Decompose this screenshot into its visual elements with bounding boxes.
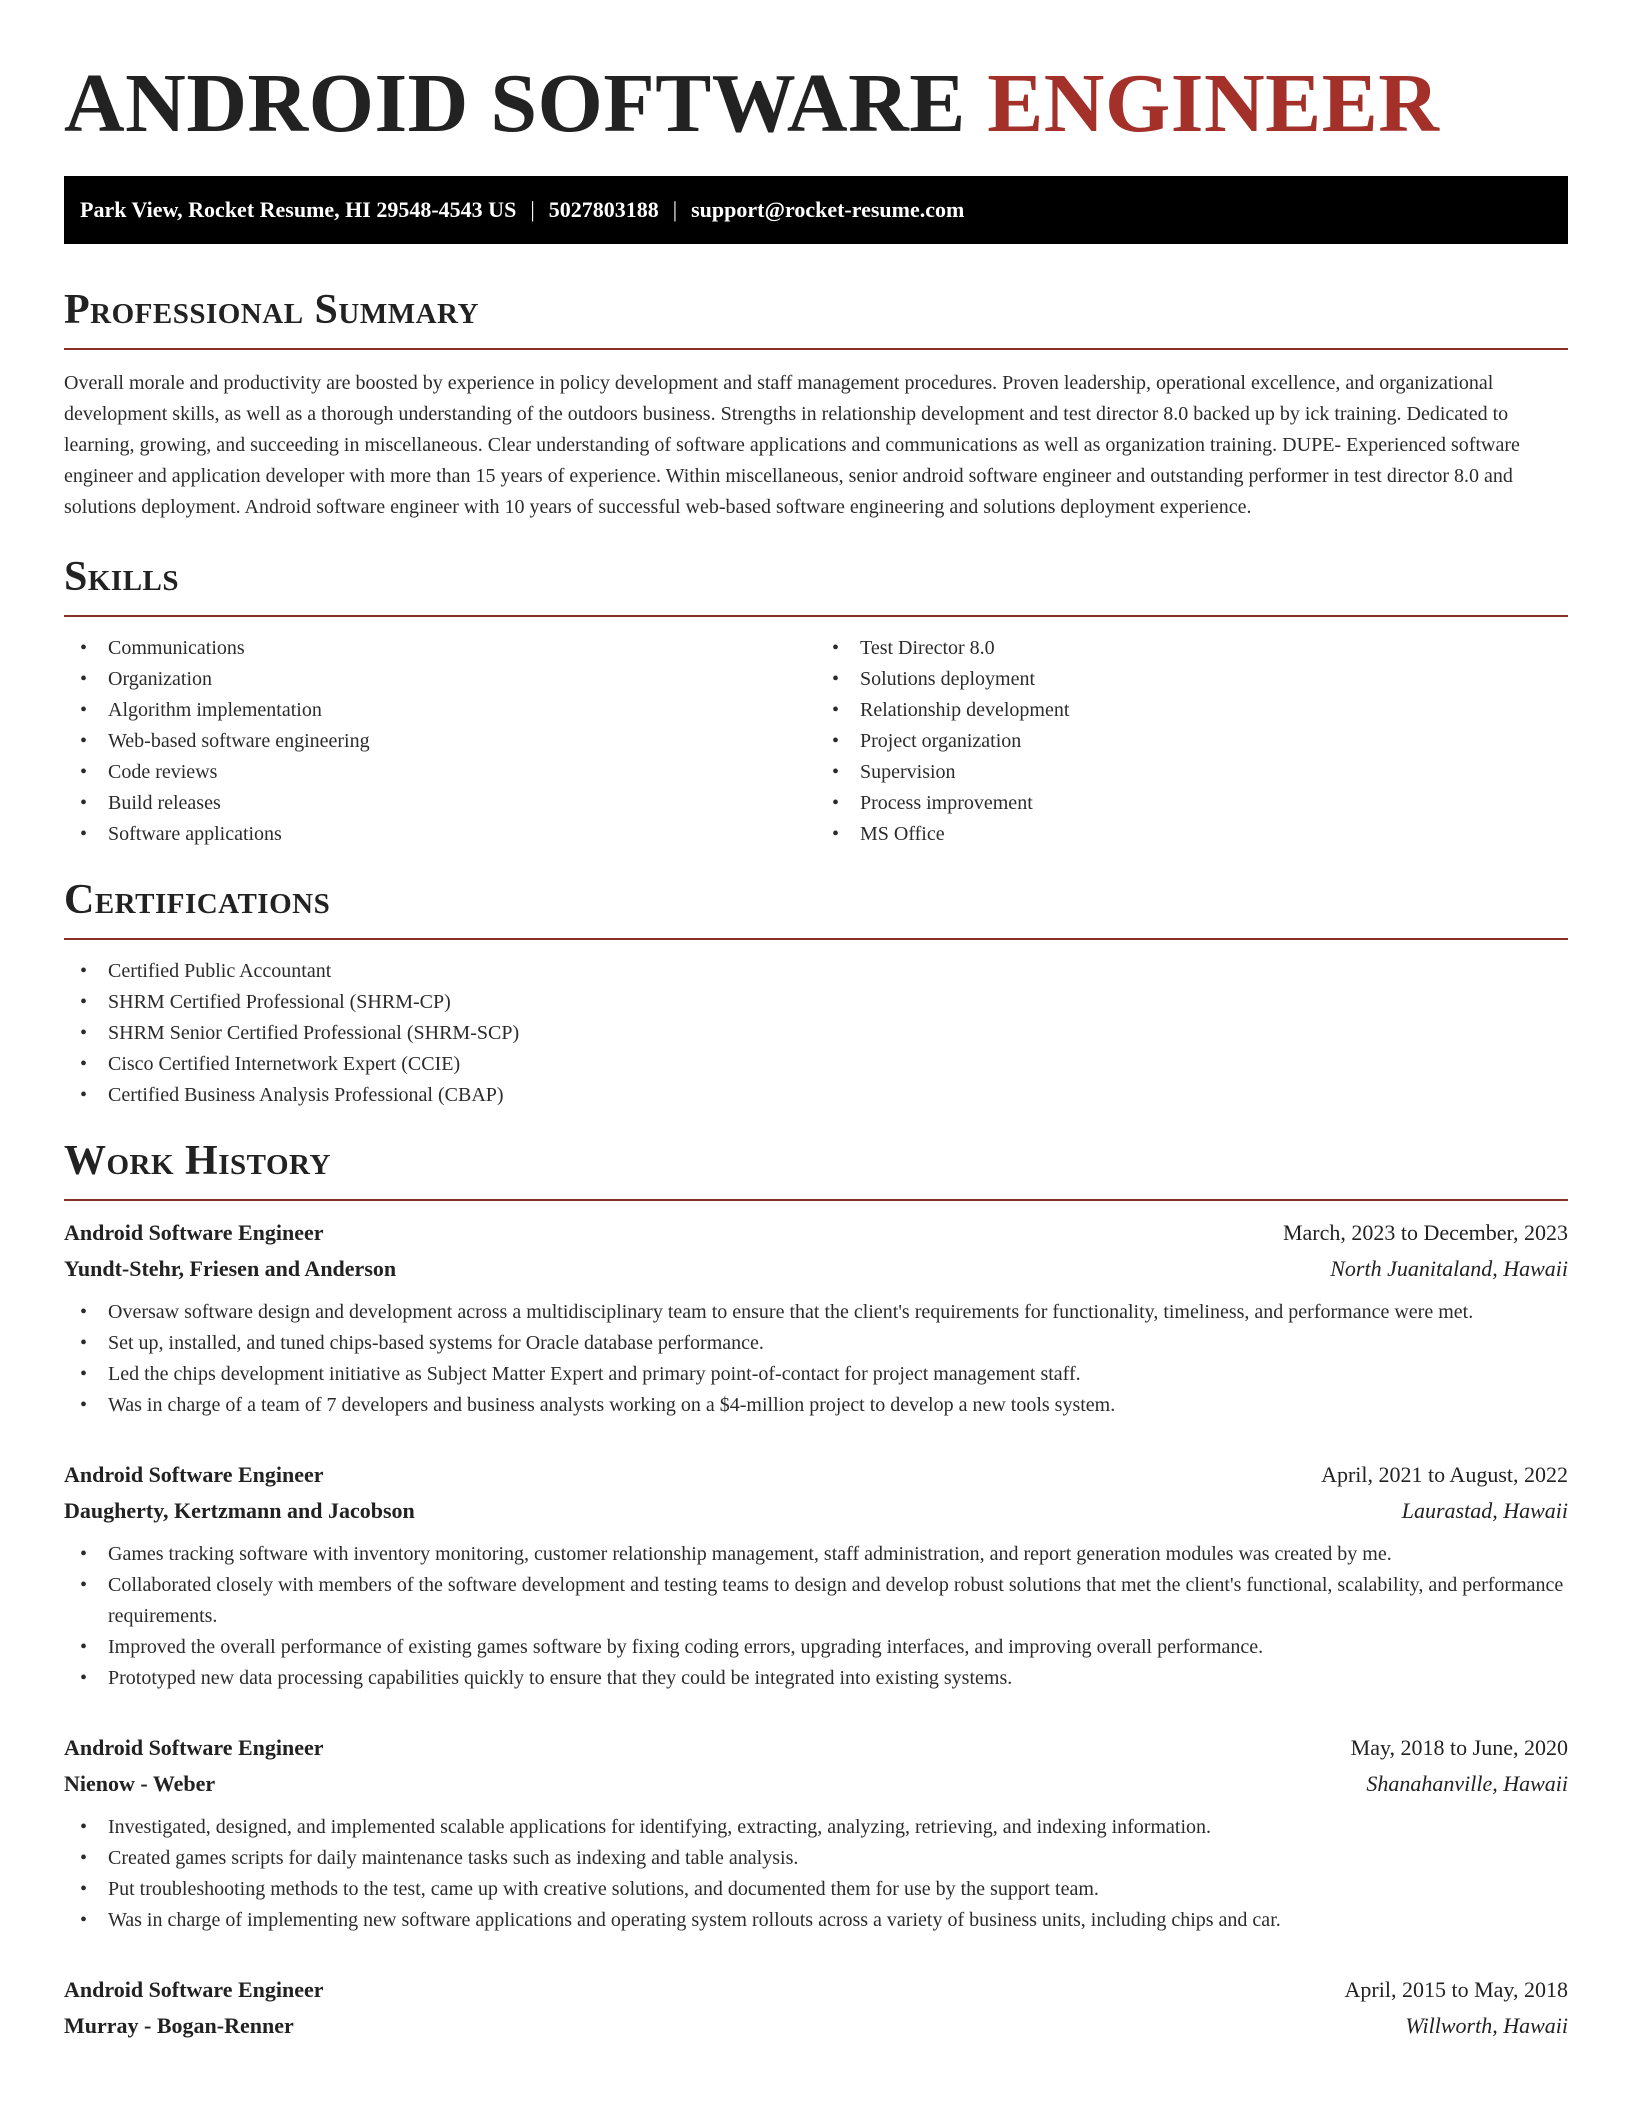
job-header bbox=[64, 1215, 1568, 1251]
job-company: Daugherty, Kertzmann and Jacobson bbox=[64, 1498, 415, 1523]
name-accent: ENGINEER bbox=[987, 57, 1440, 150]
job-subheader bbox=[64, 1766, 1568, 1802]
job-dates: April, 2015 to May, 2018 bbox=[1344, 1977, 1568, 2002]
skill-item: • MS Office bbox=[816, 819, 1568, 850]
job-location: Laurastad, Hawaii bbox=[1401, 1498, 1568, 1523]
skill-item: • Organization bbox=[64, 664, 816, 695]
job-bullet: • Put troubleshooting methods to the test, came up with creative solutions, and documented them for use by the support team. bbox=[64, 1874, 1568, 1905]
job-dates: April, 2021 to August, 2022 bbox=[1321, 1462, 1568, 1487]
job-bullet: • Set up, installed, and tuned chips-based systems for Oracle database performance. bbox=[64, 1328, 1568, 1359]
skill-item: • Code reviews bbox=[64, 757, 816, 788]
job-location: Shanahanville, Hawaii bbox=[1366, 1771, 1568, 1796]
skill-item: • Supervision bbox=[816, 757, 1568, 788]
job-location: North Juanitaland, Hawaii bbox=[1330, 1256, 1568, 1281]
certification-item: • Certified Public Accountant bbox=[64, 956, 1568, 987]
job-subheader bbox=[64, 2008, 1568, 2044]
job-title: Android Software Engineer bbox=[64, 1977, 324, 2002]
contact-bar bbox=[64, 176, 1568, 244]
certification-item: • Certified Business Analysis Professional (CBAP) bbox=[64, 1080, 1568, 1111]
job-subheader bbox=[64, 1251, 1568, 1287]
job-entry bbox=[64, 1457, 1568, 1694]
skill-item: • Test Director 8.0 bbox=[816, 633, 1568, 664]
job-bullet: • Prototyped new data processing capabilities quickly to ensure that they could be integrated into existing systems. bbox=[64, 1663, 1568, 1694]
job-entry bbox=[64, 1730, 1568, 1936]
skill-item: • Build releases bbox=[64, 788, 816, 819]
job-entry bbox=[64, 1972, 1568, 2044]
job-bullet: • Oversaw software design and development across a multidisciplinary team to ensure that the client's requirements for functionality, timeliness, and performance were met. bbox=[64, 1297, 1568, 1328]
job-bullets bbox=[64, 1539, 1568, 1694]
job-title: Android Software Engineer bbox=[64, 1735, 324, 1760]
skill-item: • Process improvement bbox=[816, 788, 1568, 819]
job-header bbox=[64, 1972, 1568, 2008]
job-bullets bbox=[64, 1812, 1568, 1936]
job-title: Android Software Engineer bbox=[64, 1220, 324, 1245]
job-bullet: • Led the chips development initiative as Subject Matter Expert and primary point-of-contact for project management staff. bbox=[64, 1359, 1568, 1390]
skills-list-right bbox=[816, 633, 1568, 850]
skill-item: • Web-based software engineering bbox=[64, 726, 816, 757]
job-subheader bbox=[64, 1493, 1568, 1529]
skill-item: • Algorithm implementation bbox=[64, 695, 816, 726]
skill-item: • Relationship development bbox=[816, 695, 1568, 726]
skills-columns bbox=[64, 633, 1568, 850]
contact-email[interactable]: support@rocket-resume.com bbox=[691, 197, 965, 222]
certification-item: • Cisco Certified Internetwork Expert (CCIE) bbox=[64, 1049, 1568, 1080]
job-dates: May, 2018 to June, 2020 bbox=[1350, 1735, 1568, 1760]
job-company: Murray - Bogan-Renner bbox=[64, 2013, 294, 2038]
resume-name bbox=[64, 0, 1568, 176]
job-bullet: • Investigated, designed, and implemented scalable applications for identifying, extracting, analyzing, retrieving, and indexing information. bbox=[64, 1812, 1568, 1843]
job-bullet: • Was in charge of a team of 7 developers and business analysts working on a $4-million project to develop a new tools system. bbox=[64, 1390, 1568, 1421]
job-bullet: • Improved the overall performance of existing games software by fixing coding errors, upgrading interfaces, and improving overall performance. bbox=[64, 1632, 1568, 1663]
contact-separator: | bbox=[530, 197, 535, 222]
job-bullet: • Collaborated closely with members of the software development and testing teams to design and develop robust solutions that met the client's functional, scalability, and performance requirements. bbox=[64, 1570, 1568, 1632]
skill-item: • Project organization bbox=[816, 726, 1568, 757]
section-title-summary: Professional Summary bbox=[64, 286, 1568, 350]
skill-item: • Software applications bbox=[64, 819, 816, 850]
section-title-work-history: Work History bbox=[64, 1137, 1568, 1201]
certification-item: • SHRM Senior Certified Professional (SHRM-SCP) bbox=[64, 1018, 1568, 1049]
name-main: ANDROID SOFTWARE bbox=[64, 57, 966, 150]
job-bullet: • Was in charge of implementing new software applications and operating system rollouts across a variety of business units, including chips and car. bbox=[64, 1905, 1568, 1936]
contact-phone[interactable]: 5027803188 bbox=[548, 197, 659, 222]
job-location: Willworth, Hawaii bbox=[1405, 2013, 1568, 2038]
job-bullet: • Games tracking software with inventory monitoring, customer relationship management, staff administration, and report generation modules was created by me. bbox=[64, 1539, 1568, 1570]
certification-item: • SHRM Certified Professional (SHRM-CP) bbox=[64, 987, 1568, 1018]
job-title: Android Software Engineer bbox=[64, 1462, 324, 1487]
job-entry bbox=[64, 1215, 1568, 1421]
certifications-list bbox=[64, 956, 1568, 1111]
job-company: Yundt-Stehr, Friesen and Anderson bbox=[64, 1256, 397, 1281]
skill-item: • Solutions deployment bbox=[816, 664, 1568, 695]
section-title-certifications: Certifications bbox=[64, 876, 1568, 940]
job-bullets bbox=[64, 1297, 1568, 1421]
skills-list-left bbox=[64, 633, 816, 850]
skill-item: • Communications bbox=[64, 633, 816, 664]
summary-text: Overall morale and productivity are boosted by experience in policy development and staff management procedures. Proven leadership, operational excellence, and organizational development skills, as well as a thorough understanding of the outdoors business. Strengths in relationship development and test director 8.0 backed up by ick training. Dedicated to learning, growing, and succeeding in miscellaneous. Clear understanding of software applications and communications as well as organization training. DUPE- Experienced software engineer and application developer with more than 15 years of experience. Within miscellaneous, senior android software engineer and outstanding performer in test director 8.0 and solutions deployment. Android software engineer with 10 years of successful web-based software engineering and solutions deployment experience. bbox=[64, 372, 1520, 518]
section-title-skills: Skills bbox=[64, 553, 1568, 617]
contact-separator: | bbox=[672, 197, 678, 222]
contact-address: Park View, Rocket Resume, HI 29548-4543 US bbox=[80, 197, 517, 222]
job-header bbox=[64, 1457, 1568, 1493]
job-company: Nienow - Weber bbox=[64, 1771, 216, 1796]
job-bullet: • Created games scripts for daily maintenance tasks such as indexing and table analysis. bbox=[64, 1843, 1568, 1874]
job-header bbox=[64, 1730, 1568, 1766]
job-dates: March, 2023 to December, 2023 bbox=[1282, 1220, 1568, 1245]
